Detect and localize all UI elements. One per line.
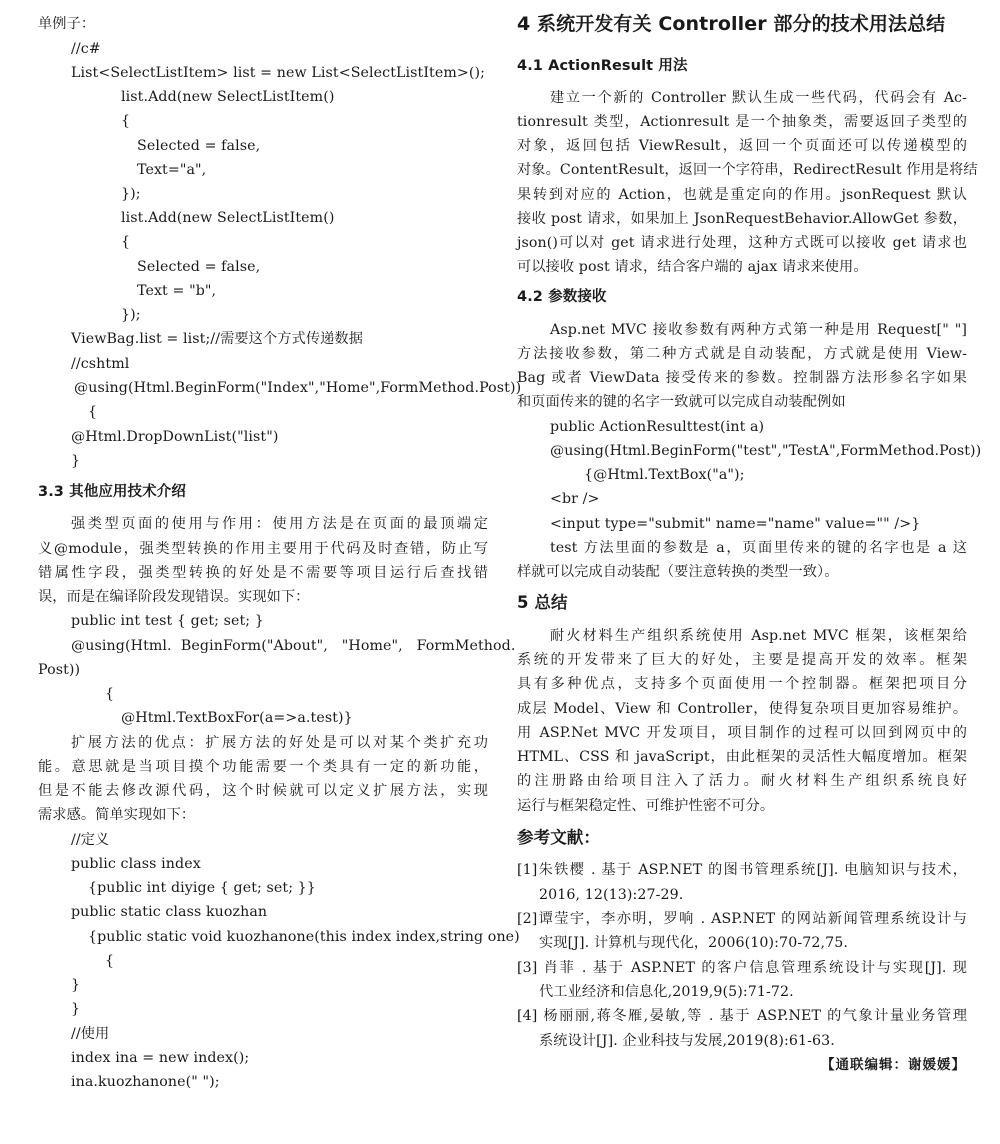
text-line: 可以接收 post 请求，结合客户端的 ajax 请求来使用。 [517,259,868,275]
text-line: } [71,453,81,469]
text-line: tionresult 类型，Actionresult 是一个抽象类，需要返回子类型的 [517,114,967,130]
text-line: } [71,977,81,993]
section-heading: 参考文献： [517,828,600,847]
text-line: <input type="submit" name="name" value="" />} [550,516,921,532]
text-line: public ActionResulttest(int a) [550,419,765,435]
text-line: List<SelectListItem> list = new List<SelectListItem>(); [71,65,486,81]
text-line: Selected = false, [137,138,261,154]
section-heading: 4.2 参数接收 [517,289,607,305]
text-line: //cshtml [71,356,130,372]
text-line: }); [121,186,141,202]
text-line: {public static void kuozhanone(this index index,string one) [88,929,520,945]
text-line: 对象。ContentResult，返回一个字符串，RedirectResult 作用是将结 [517,162,978,178]
text-line: 系统的开发带来了巨大的好处，主要是提高开发的效率。框架 [517,652,967,668]
text-line: Text="a", [137,162,207,178]
text-line: { [121,234,131,250]
text-line: 具有多种优点，支持多个页面使用一个控制器。框架把项目分 [517,676,967,692]
text-line: list.Add(new SelectListItem() [121,210,335,226]
section-heading: 5 总结 [517,593,568,612]
text-line: { [105,686,115,702]
text-line: { [88,404,98,420]
text-line: public static class kuozhan [71,904,268,920]
text-line: 强类型页面的使用与作用：使用方法是在页面的最顶端定 [71,516,488,532]
text-line: public int test { get; set; } [71,613,264,629]
text-line: @using(Html.BeginForm("Index","Home",FormMethod.Post)) [74,380,522,396]
text-line: test 方法里面的参数是 a，页面里传来的键的名字也是 a 这 [550,540,967,556]
text-line: //使用 [71,1026,110,1042]
text-line: Asp.net MVC 接收参数有两种方式第一种是用 Request[" "] [550,322,967,338]
text-line: 2016, 12(13):27-29. [539,887,684,903]
text-line: //定义 [71,832,110,848]
text-line: json()可以对 get 请求进行处理，这种方式既可以接收 get 请求也 [517,235,967,251]
text-line: [2]谭莹宇，李亦明，罗响 . ASP.NET 的网站新闻管理系统设计与 [517,911,967,927]
text-line: 但是不能去修改源代码，这个时候就可以定义扩展方法，实现 [38,783,488,799]
text-line: //c# [71,41,101,57]
text-line: 系统设计[J]. 企业科技与发展,2019(8):61-63. [539,1033,835,1049]
text-line: [3] 肖菲 . 基于 ASP.NET 的客户信息管理系统设计与实现[J]. 现 [517,960,967,976]
text-line: }); [121,307,141,323]
text-line: { [105,953,115,969]
text-line: Selected = false, [137,259,261,275]
section-heading: 4 系统开发有关 Controller 部分的技术用法总结 [517,13,946,35]
text-line: 样就可以完成自动装配（要注意转换的类型一致）。 [517,564,839,580]
text-line: { [121,113,131,129]
text-line: HTML、CSS 和 javaScript，由此框架的灵活性大幅度增加。框架 [517,749,967,765]
text-line: {@Html.TextBox("a"); [584,467,745,483]
text-line: 运行与框架稳定性、可维护性密不可分。 [517,798,775,814]
text-line: {public int diyige { get; set; }} [88,880,316,896]
text-line: 单例子： [38,16,96,32]
text-line: Bag 或者 ViewData 接受传来的参数。控制器方法形参名字如果 [517,370,967,386]
text-line: 耐火材料生产组织系统使用 Asp.net MVC 框架，该框架给 [550,628,967,644]
text-line: 建立一个新的 Controller 默认生成一些代码，代码会有 Ac- [550,90,967,106]
text-line: 需求感。简单实现如下： [38,807,196,823]
text-line: 的注册路由给项目注入了活力。耐火材料生产组织系统良好 [517,773,967,789]
text-line: 果转到对应的 Action，也就是重定向的作用。jsonRequest 默认 [517,187,967,203]
section-heading: 4.1 ActionResult 用法 [517,58,688,74]
text-line: 错属性字段，强类型转换的好处是不需要等项目运行后查找错 [38,565,488,581]
text-line: list.Add(new SelectListItem() [121,89,335,105]
text-line: 误，而是在编译阶段发现错误。实现如下： [38,589,310,605]
text-line: 义@module，强类型转换的作用主要用于代码及时查错，防止写 [38,541,488,557]
text-line: Text = "b", [137,283,217,299]
editor-note: 【通联编辑：谢媛媛】 [821,1057,966,1073]
text-line: @using(Html.BeginForm("test","TestA",FormMethod.Post)) [550,443,982,459]
text-line: @using(Html. BeginForm("About", "Home", FormMethod. [71,638,516,654]
text-line: [4] 杨丽丽,蒋冬雁,晏敏,等 . 基于 ASP.NET 的气象计量业务管理 [517,1008,967,1024]
text-line: @Html.DropDownList("list") [71,429,279,445]
text-line: 代工业经济和信息化,2019,9(5):71-72. [539,984,794,1000]
text-line: 能。意思就是当项目摸个功能需要一个类具有一定的新功能， [38,759,488,775]
text-line: Post)) [38,662,81,678]
text-line: @Html.TextBoxFor(a=>a.test)} [121,710,353,726]
text-line: 和页面传来的键的名字一致就可以完成自动装配例如 [517,394,846,410]
section-heading: 3.3 其他应用技术介绍 [38,484,186,500]
text-line: ViewBag.list = list;//需要这个方式传递数据 [71,331,363,347]
text-line: index ina = new index(); [71,1050,250,1066]
text-line: 成层 Model、View 和 Controller，使得复杂项目更加容易维护。 [517,701,967,717]
text-line: 方法接收参数，第二种方式就是自动装配，方式就是使用 View- [517,346,967,362]
text-line: 实现[J]. 计算机与现代化，2006(10):70-72,75. [539,935,848,951]
text-line: [1]朱铁樱 . 基于 ASP.NET 的图书管理系统[J]. 电脑知识与技术， [517,862,967,878]
text-line: } [71,1001,81,1017]
text-line: 扩展方法的优点：扩展方法的好处是可以对某个类扩充功 [71,735,488,751]
text-line: public class index [71,856,201,872]
text-line: <br /> [550,491,600,507]
text-line: 接收 post 请求，如果加上 JsonRequestBehavior.AllowGet 参数， [517,211,967,227]
text-line: 对象，返回包括 ViewResult，返回一个页面还可以传递模型的 [517,138,967,154]
text-line: ina.kuozhanone(" "); [71,1074,220,1090]
text-line: 用 ASP.Net MVC 开发项目，项目制作的过程可以回到网页中的 [517,725,967,741]
